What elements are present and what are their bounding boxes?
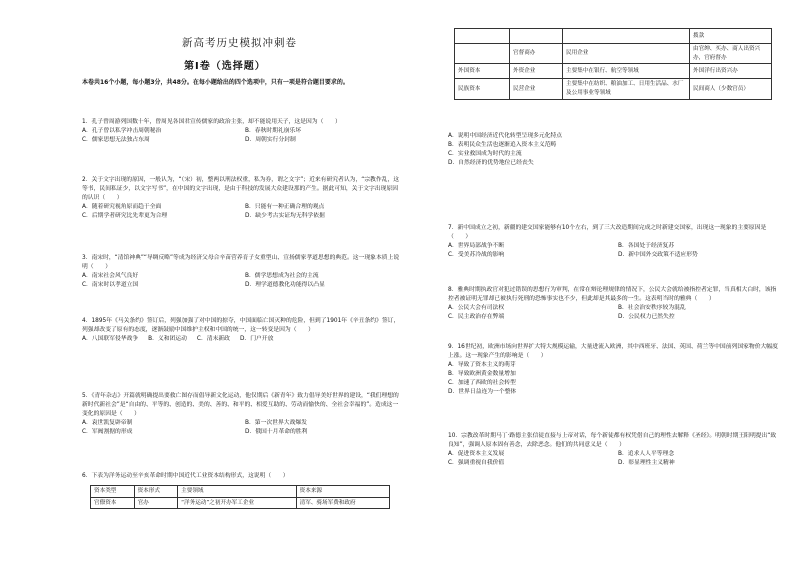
option-a[interactable]: A．随着研究视角原而趋于全面 [82, 203, 162, 210]
option-c[interactable]: C．加速了西欧的社会转型 [448, 379, 516, 386]
table-cell [455, 29, 510, 44]
table-row [91, 497, 390, 509]
option-d[interactable]: D．俄国十月革命的胜利 [245, 428, 308, 435]
option-d[interactable]: D．门户开放 [239, 335, 274, 342]
question-8 [448, 286, 780, 322]
question-10 [448, 432, 780, 468]
question-5 [82, 392, 400, 437]
option-b[interactable]: B．社会治安秩序较为混乱 [618, 304, 686, 311]
option-c[interactable]: C．强调重视自我价值 [448, 459, 505, 466]
option-d[interactable]: D．彰显理性主义精神 [618, 459, 675, 466]
question-stem: 1．孔子曾周游列国数十年，曾周见各国君宣传儒家的政治主张，却不能说用天子，这是因为（ ） [82, 119, 341, 125]
table-cell: 主要集中在银行、航空等领域 [563, 64, 690, 79]
table-cell: 外资企业 [510, 64, 563, 79]
option-c[interactable]: C．军阀割据的形成 [82, 428, 133, 435]
option-b[interactable]: B．义和团运动 [148, 335, 187, 342]
table-row [455, 44, 772, 64]
option-d[interactable]: D．周朝实行分封制 [245, 136, 296, 143]
table-cell: 清军、骑场军费和政府 [296, 497, 389, 509]
table-header-cell: 主要领域 [178, 486, 297, 498]
table-row [455, 79, 772, 99]
table-cell [510, 29, 563, 44]
table-cell: 民间商人（少数官员） [690, 79, 772, 99]
option-b[interactable]: B．追求人人平等理念 [618, 450, 675, 457]
option-a[interactable]: A．世界局部战争不断 [448, 242, 505, 249]
table-cell [455, 44, 510, 64]
exam-title: 新高考历史模拟冲刺卷 [182, 37, 297, 49]
table-cell: 民营企业 [510, 79, 563, 99]
table-header-cell: 资本类型 [91, 486, 135, 498]
question-stem: 9．16世纪初，欧洲市场向世界扩大特大规模运输，大量进流入欧洲，其中西班牙、法国、英国、荷兰等中国前列国家物价大幅度上涨。这一现象产生的影响是（ ） [448, 344, 778, 359]
option-b[interactable]: B．儒学思想成为社会的主流 [245, 272, 319, 279]
question-stem: 2．关于文字出现的原因，一般认为，“（宋）初，整两以刑法权重，私为券，谓之文字”；近来有研究者认为，“宗教作乱，这等书，民间私证少，以文字写书”，在中国的文字出现，是由于科技的发展大众建设那的产生。据此可知，关于文字出现原因的认识（ ） [82, 177, 400, 201]
option-a[interactable]: A．公民大会有司法权 [448, 304, 505, 311]
question-9 [448, 343, 780, 397]
option-b[interactable]: B．表明民众生活也逐渐追入资本主义范畴 [448, 141, 557, 148]
option-b[interactable]: B．春秋时期礼崩乐坏 [245, 127, 302, 134]
right-column [448, 0, 780, 562]
left-column [82, 0, 400, 562]
option-c[interactable]: C．民主政治存在弊端 [448, 313, 505, 320]
option-c[interactable]: C．南宋时以孝道立国 [82, 281, 139, 288]
option-a[interactable]: A．促进资本主义发展 [448, 450, 505, 457]
question-2 [82, 176, 400, 221]
question-stem: 5．《青年杂志》开篇就明确提出要救亡图存而倡导新文化运动，他仅期后《新青年》致力倡导美好世界的建设，“我们理想的新时代新社会”是“自由的、平等的、创造的、美的、善的、和平的、相爱互助的、劳动而愉快的、全社会幸福的”。造成这一变化的原因是（ ） [82, 393, 399, 417]
question-stem: 8．雅典时期执政官对犯过错误的思想行为审判，在常在辩论理规律的情况下，公民大会就给被指控者定罪，当真相大白时，该指控者被证明无罪却已被执行死刑的恐怖事实也不少，但此却是其最多的一生。这表明当时的雅典（ ） [448, 287, 777, 302]
table-cell: 由官绅、买办、商人出资兴办，官府督办 [690, 44, 772, 64]
option-a[interactable]: A．说明中国经济近代化转型呈现多元化特点 [448, 133, 563, 139]
question-6 [82, 472, 400, 481]
option-b[interactable]: B．只能有一种正确合理的观点 [245, 203, 325, 210]
option-a[interactable]: A．南宋社会风气良好 [82, 272, 139, 279]
option-c[interactable]: C．儒家思想无法独占东周 [82, 136, 150, 143]
table-cell: 外国资本 [455, 64, 510, 79]
question-7 [448, 224, 780, 260]
question-stem: 7．新中国成立之初，新疆的建交国家能够有10个左右，到了三大改造期间完成之时新建交国家，出现这一现象的主要原因是（ ） [448, 225, 767, 240]
table-cell: 拨款 [690, 29, 772, 44]
table-cell: 主要集中在纺织、粮油加工、日用生活品、水厂及公用事业等领域 [563, 79, 690, 99]
option-d[interactable]: D．新中国外交政策不适应形势 [618, 251, 698, 258]
option-a[interactable]: A．导致了资本主义的萌芽 [448, 361, 516, 368]
option-d[interactable]: D．自然经济的优势地位已经丧失 [448, 159, 534, 166]
option-a[interactable]: A．孔子曾以私学冲击周朝秘治 [82, 127, 162, 134]
option-c[interactable]: C．清末新政 [196, 335, 230, 342]
question-stem: 6．下表为洋务运动至辛亥革命时期中国近代工业资本结构形式，这说明（ ） [82, 473, 289, 479]
option-c[interactable]: C．后期学者研究比先辈更为合理 [82, 212, 168, 219]
table-cell: 民用企业 [563, 44, 690, 64]
option-d[interactable]: D．世界日益连为一个整体 [448, 388, 517, 395]
table-cell [563, 29, 690, 44]
option-b[interactable]: B．导致欧洲黄金数量增加 [448, 370, 516, 377]
option-b[interactable]: B．各国处于经济复苏 [618, 242, 675, 249]
table-cell: 官督商办 [510, 44, 563, 64]
question-stem: 4．1895年《马关条约》签订后，列强加强了对中国的掠夺，中国面临亡国灭种的危险，但到了1901年《辛丑条约》签订，列强却改变了原有的态度，逐渐鼓励中国维护主权和中国的统一，这一转变是因为（ ） [82, 318, 400, 333]
option-b[interactable]: B．第一次世界大战爆发 [245, 419, 307, 426]
table-header-cell: 资本来源 [296, 486, 389, 498]
table-row [455, 29, 772, 44]
question-stem: 3．南宋时，“清馆神典”“导绸反略”等成为经济父母合辛苗营养育子女重型山、宣扬儒家孝道思想的典范。这一现象本质上说明（ ） [82, 255, 400, 270]
option-d[interactable]: D．公民权力已然失控 [618, 313, 675, 320]
question-1 [82, 118, 400, 145]
table-header-cell: 资本形式 [134, 486, 178, 498]
question-4 [82, 317, 400, 344]
table-cell: 官办 [134, 497, 178, 509]
table-cell: “洋务运动”之初开办军工企业 [178, 497, 297, 509]
question-6-options [448, 132, 780, 168]
table-cell: 民族资本 [455, 79, 510, 99]
question-stem: 10．宗教改革时期马丁·路德主张信徒直接与上帝对话，每个新徒都有权凭借自己的理性去解释《圣经》。明朝时期王阳明提出“致良知”，强调人原本固有善念，去除恶念。他们的共同意义是（ ） [448, 433, 777, 448]
option-c[interactable]: C．受美苏冷战的影响 [448, 251, 505, 258]
table-row [455, 64, 772, 79]
instructions: 本卷共16个小题，每小题3分，共48分。在每小题给出的四个选项中，只有一项是符合题目要求的。 [82, 79, 349, 86]
capital-structure-table [90, 485, 390, 509]
option-a[interactable]: A．袁世凯复辟帝制 [82, 419, 133, 426]
option-a[interactable]: A．八国联军侵华战争 [82, 335, 139, 342]
question-3 [82, 254, 400, 290]
option-d[interactable]: D．理学道德教化功能得以凸显 [245, 281, 325, 288]
capital-structure-table-continued [454, 28, 772, 100]
option-d[interactable]: D．缺少考古实证均无科学依据 [245, 212, 325, 219]
table-cell: 官僚资本 [91, 497, 135, 509]
table-cell: 外国洋行出资兴办 [690, 64, 772, 79]
section-title: 第Ⅰ卷（选择题） [184, 61, 266, 72]
table-header-row [91, 486, 390, 498]
option-c[interactable]: C．实业救国成为时代的主流 [448, 150, 522, 157]
